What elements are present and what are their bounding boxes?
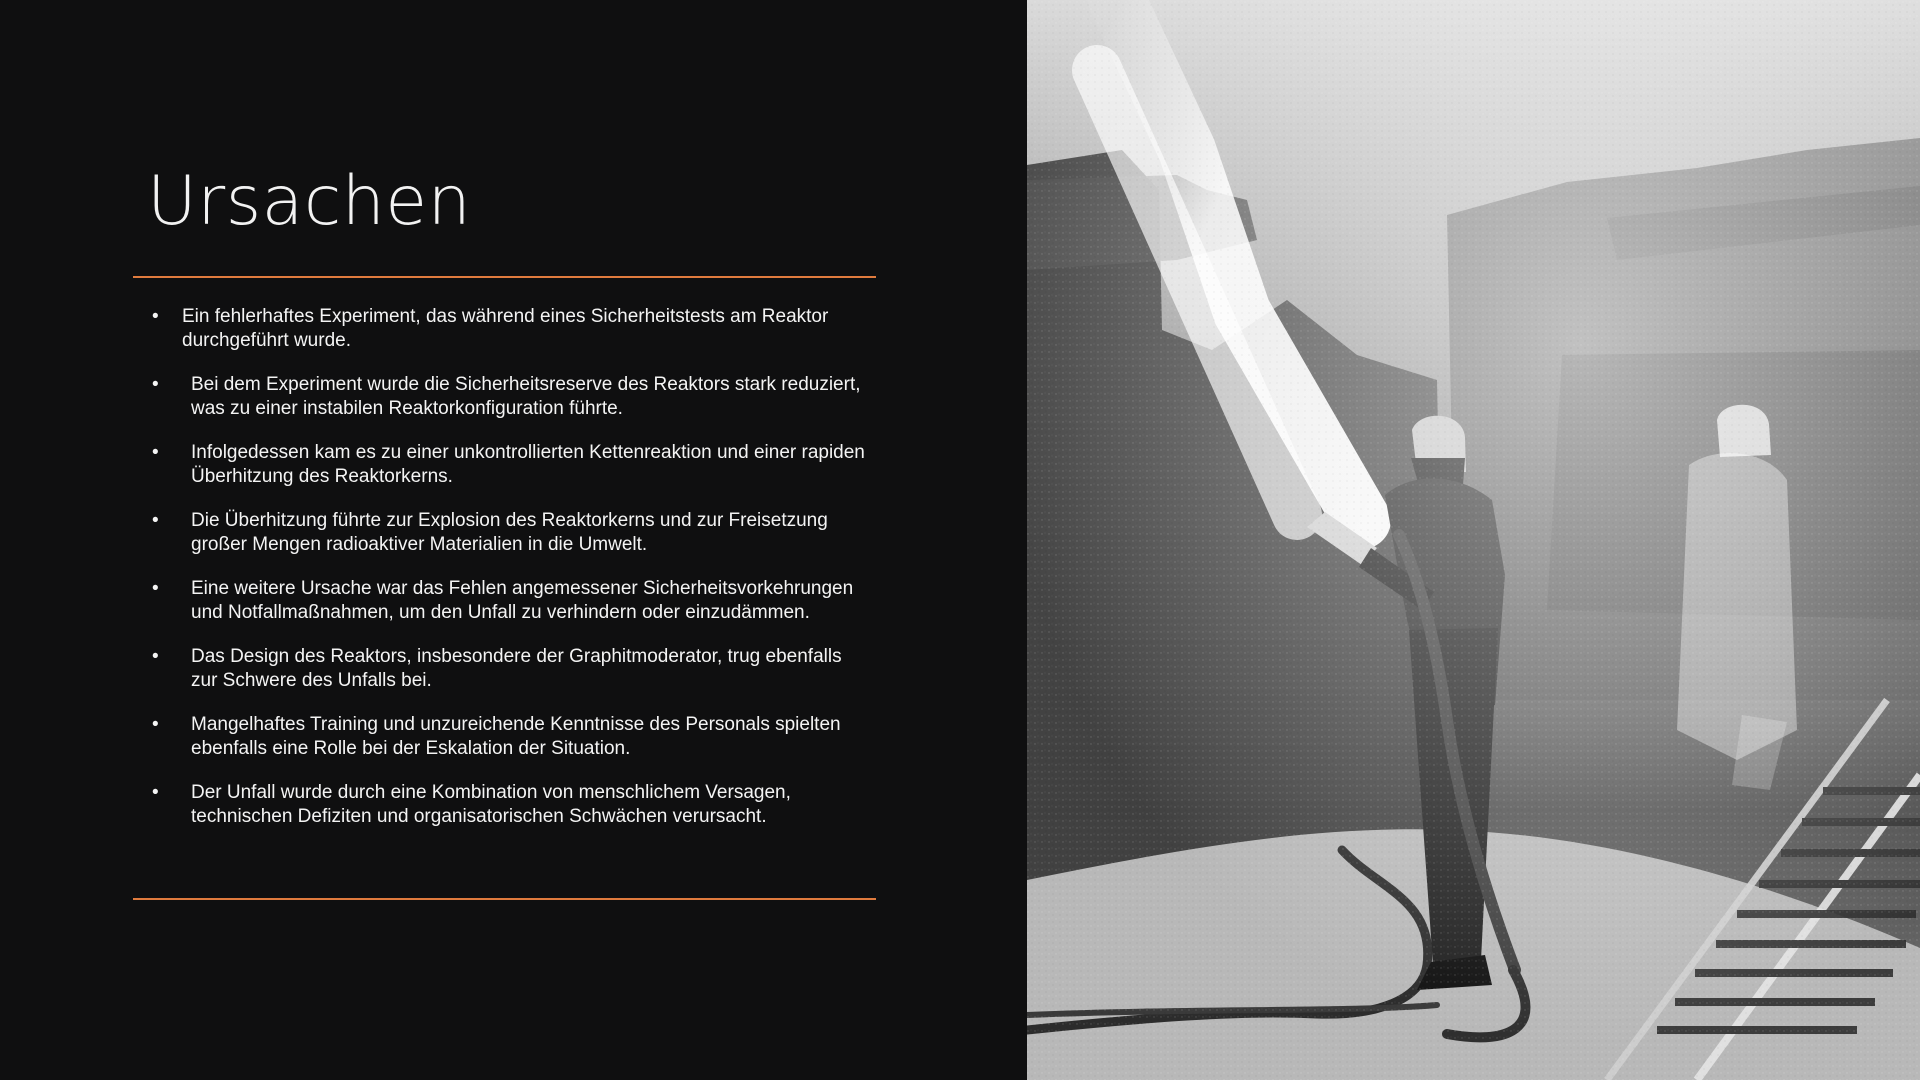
bullet-item: • Das Design des Reaktors, insbesondere der Graphitmoderator, trug ebenfalls zur Schwere des Unfalls bei. [150, 645, 870, 693]
bottom-divider [133, 898, 876, 900]
title-divider [133, 276, 876, 278]
bullet-item: • Ein fehlerhaftes Experiment, das während eines Sicherheitstests am Reaktor durchgeführt wurde. [150, 305, 870, 353]
bullet-item: • Eine weitere Ursache war das Fehlen angemessener Sicherheitsvorkehrungen und Notfallmaßnahmen, um den Unfall zu verhindern oder einzudämmen. [150, 577, 870, 625]
bullet-item: • Die Überhitzung führte zur Explosion des Reaktorkerns und zur Freisetzung großer Mengen radioaktiver Materialien in die Umwelt. [150, 509, 870, 557]
causes-bullet-list [150, 305, 870, 849]
bullet-item: • Bei dem Experiment wurde die Sicherheitsreserve des Reaktors stark reduziert, was zu einer instabilen Reaktorkonfiguration führte. [150, 373, 870, 421]
firefighter-photo-illustration [1027, 0, 1920, 1080]
slide-title: Ursachen [147, 162, 472, 241]
firefighter-photo [1027, 0, 1920, 1080]
bullet-item: • Mangelhaftes Training und unzureichende Kenntnisse des Personals spielten ebenfalls eine Rolle bei der Eskalation der Situation. [150, 713, 870, 761]
bullet-item: • Der Unfall wurde durch eine Kombination von menschlichem Versagen, technischen Defiziten und organisatorischen Schwächen verursacht. [150, 781, 870, 829]
bullet-item: • Infolgedessen kam es zu einer unkontrollierten Kettenreaktion und einer rapiden Überhitzung des Reaktorkerns. [150, 441, 870, 489]
